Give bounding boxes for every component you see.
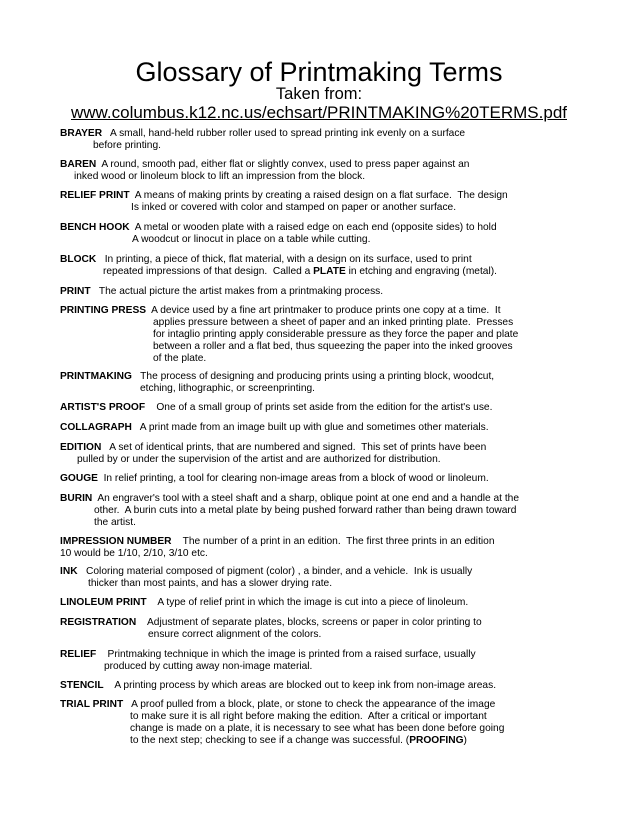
entry-definition: A printing process by which areas are blocked out to keep ink from non-image areas.: [103, 680, 497, 691]
entry-first-line: [60, 422, 620, 434]
entry-bold-word: PLATE: [313, 265, 346, 277]
page-title: Glossary of Printmaking Terms: [135, 57, 503, 87]
entry-first-line: [60, 254, 620, 266]
entry-continuation-line: [60, 234, 620, 246]
entry-continuation-line: [60, 735, 620, 747]
entry-term: INK: [60, 566, 78, 577]
entry-first-line: [60, 680, 620, 692]
entry-term: RELIEF: [60, 649, 97, 660]
entry-continuation-line: [60, 140, 620, 152]
entry-continuation-text: repeated impressions of that design. Called a: [103, 265, 314, 277]
entry-continuation-line: [60, 548, 620, 560]
entry-continuation-text: the artist.: [94, 516, 136, 528]
entry-term: LINOLEUM PRINT: [60, 597, 147, 608]
entry-continuation-line: [60, 171, 620, 183]
entry-definition: Printmaking technique in which the image is printed from a raised surface, usually: [96, 649, 476, 660]
entry-continuation-line: [60, 711, 620, 723]
entry-continuation-text: etching, lithographic, or screenprinting.: [140, 382, 315, 394]
entry-definition: Adjustment of separate plates, blocks, screens or paper in color printing to: [136, 617, 482, 628]
glossary-entry: [60, 617, 620, 641]
entry-first-line: [60, 159, 620, 171]
entry-first-line: [60, 493, 620, 505]
entry-term: COLLAGRAPH: [60, 422, 132, 433]
entry-term: TRIAL PRINT: [60, 699, 124, 710]
entry-continuation-text: between a roller and a flat bed, thus squeezing the paper into the inked grooves: [153, 340, 513, 352]
entry-definition: An engraver's tool with a steel shaft and a sharp, oblique point at one end and a handle at the: [92, 493, 519, 504]
entry-first-line: [60, 371, 620, 383]
glossary-entry: [60, 442, 620, 466]
entry-first-line: [60, 402, 620, 414]
entry-continuation-text: ensure correct alignment of the colors.: [148, 628, 322, 640]
entry-continuation-text: applies pressure between a sheet of paper and an inked printing plate. Presses: [153, 316, 514, 328]
entry-definition: Coloring material composed of pigment (color) , a binder, and a vehicle. Ink is usually: [77, 566, 473, 577]
entry-continuation-line: [60, 505, 620, 517]
entry-first-line: [60, 190, 620, 202]
entry-definition: The actual picture the artist makes from a printmaking process.: [90, 286, 384, 297]
entry-definition: A device used by a fine art printmaker to produce prints one copy at a time. It: [146, 305, 501, 316]
entry-term: ARTIST'S PROOF: [60, 402, 146, 413]
entry-after-bold: in etching and engraving (metal).: [345, 265, 497, 277]
glossary-entry: [60, 222, 620, 246]
entry-first-line: [60, 305, 620, 317]
glossary-entry: [60, 597, 620, 609]
entry-continuation-line: [60, 266, 620, 278]
glossary-entry: [60, 493, 620, 529]
entry-continuation-line: [60, 578, 620, 590]
entry-term: PRINT: [60, 286, 91, 297]
entry-continuation-text: other. A burin cuts into a metal plate by being pushed forward rather than being drawn toward: [94, 504, 517, 516]
entry-bold-word: PROOFING: [409, 734, 464, 746]
entry-definition: The number of a print in an edition. The first three prints in an edition: [171, 536, 495, 547]
glossary-entry: [60, 649, 620, 673]
glossary-entry: [60, 254, 620, 278]
entry-continuation-line: [60, 329, 620, 341]
entry-continuation-text: A woodcut or linocut in place on a table while cutting.: [132, 233, 371, 245]
entry-first-line: [60, 473, 620, 485]
entry-term: BENCH HOOK: [60, 222, 130, 233]
entry-first-line: [60, 286, 620, 298]
entry-definition: A set of identical prints, that are numbered and signed. This set of prints have been: [101, 442, 487, 453]
entry-term: BRAYER: [60, 128, 103, 139]
entry-term: EDITION: [60, 442, 102, 453]
entry-continuation-text: change is made on a plate, it is necessary to see what has been done before going: [130, 722, 505, 734]
entry-continuation-text: to make sure it is all right before making the edition. After a critical or important: [130, 710, 487, 722]
entry-continuation-text: of the plate.: [153, 352, 207, 364]
entry-definition: One of a small group of prints set aside from the edition for the artist's use.: [145, 402, 493, 413]
source-link[interactable]: www.columbus.k12.nc.us/echsart/PRINTMAKING%20TERMS.pdf: [71, 103, 567, 122]
entry-definition: A proof pulled from a block, plate, or stone to check the appearance of the image: [123, 699, 496, 710]
entry-continuation-line: [60, 454, 620, 466]
entry-term: REGISTRATION: [60, 617, 137, 628]
glossary-entry: [60, 422, 620, 434]
entry-first-line: [60, 566, 620, 578]
entry-first-line: [60, 536, 620, 548]
entry-term: PRINTMAKING: [60, 371, 132, 382]
entry-continuation-text: Is inked or covered with color and stamped on paper or another surface.: [131, 201, 457, 213]
entry-definition: A type of relief print in which the image is cut into a piece of linoleum.: [146, 597, 469, 608]
entry-continuation-text: pulled by or under the supervision of the artist and are authorized for distribution.: [77, 453, 441, 465]
entry-continuation-line: [60, 202, 620, 214]
entry-first-line: [60, 699, 620, 711]
entry-term: IMPRESSION NUMBER: [60, 536, 172, 547]
entry-continuation-line: [60, 317, 620, 329]
glossary-entry: [60, 286, 620, 298]
entry-term: STENCIL: [60, 680, 104, 691]
entry-continuation-line: [60, 629, 620, 641]
entry-first-line: [60, 442, 620, 454]
entry-definition: A round, smooth pad, either flat or slightly convex, used to press paper against an: [96, 159, 470, 170]
entry-continuation-line: [60, 661, 620, 673]
glossary-entry: [60, 566, 620, 590]
entry-first-line: [60, 617, 620, 629]
entry-term: BLOCK: [60, 254, 97, 265]
entry-first-line: [60, 597, 620, 609]
entry-continuation-text: produced by cutting away non-image material.: [104, 660, 313, 672]
entry-continuation-line: [60, 517, 620, 529]
glossary-entry: [60, 159, 620, 183]
entry-first-line: [60, 222, 620, 234]
entry-first-line: [60, 649, 620, 661]
entry-term: BAREN: [60, 159, 97, 170]
entry-term: GOUGE: [60, 473, 98, 484]
entry-continuation-text: before printing.: [93, 139, 161, 151]
entry-definition: A small, hand-held rubber roller used to spread printing ink evenly on a surface: [102, 128, 466, 139]
glossary-entry: [60, 402, 620, 414]
entry-definition: In printing, a piece of thick, flat material, with a design on its surface, used to print: [96, 254, 472, 265]
glossary-entry: [60, 680, 620, 692]
entry-continuation-line: [60, 353, 620, 365]
entry-definition: A means of making prints by creating a raised design on a flat surface. The design: [129, 190, 508, 201]
page-subtitle: Taken from:: [275, 85, 363, 103]
entry-continuation-text: inked wood or linoleum block to lift an impression from the block.: [74, 170, 366, 182]
entry-definition: The process of designing and producing prints using a printing block, woodcut,: [131, 371, 495, 382]
glossary-entry: [60, 473, 620, 485]
entry-continuation-line: [60, 341, 620, 353]
entry-definition: A metal or wooden plate with a raised edge on each end (opposite sides) to hold: [129, 222, 497, 233]
entry-continuation-text: for intaglio printing apply considerable pressure as they force the paper and plate: [153, 328, 519, 340]
entry-term: PRINTING PRESS: [60, 305, 147, 316]
entry-term: BURIN: [60, 493, 93, 504]
glossary-entry: [60, 305, 620, 364]
glossary-entry: [60, 699, 620, 747]
entry-term: RELIEF PRINT: [60, 190, 130, 201]
entry-after-bold: ): [463, 734, 467, 746]
entry-continuation-text: to the next step; checking to see if a change was successful. (: [130, 734, 410, 746]
glossary-entry: [60, 371, 620, 395]
entry-first-line: [60, 128, 620, 140]
entry-definition: A print made from an image built up with glue and sometimes other materials.: [131, 422, 489, 433]
entry-continuation-text: 10 would be 1/10, 2/10, 3/10 etc.: [60, 547, 208, 559]
glossary-entry: [60, 536, 620, 560]
entry-continuation-line: [60, 383, 620, 395]
glossary-entry: [60, 128, 620, 152]
glossary-entry: [60, 190, 620, 214]
entry-continuation-text: thicker than most paints, and has a slower drying rate.: [88, 577, 333, 589]
entry-definition: In relief printing, a tool for clearing non-image areas from a block of wood or linoleum.: [97, 473, 489, 484]
entry-continuation-line: [60, 723, 620, 735]
